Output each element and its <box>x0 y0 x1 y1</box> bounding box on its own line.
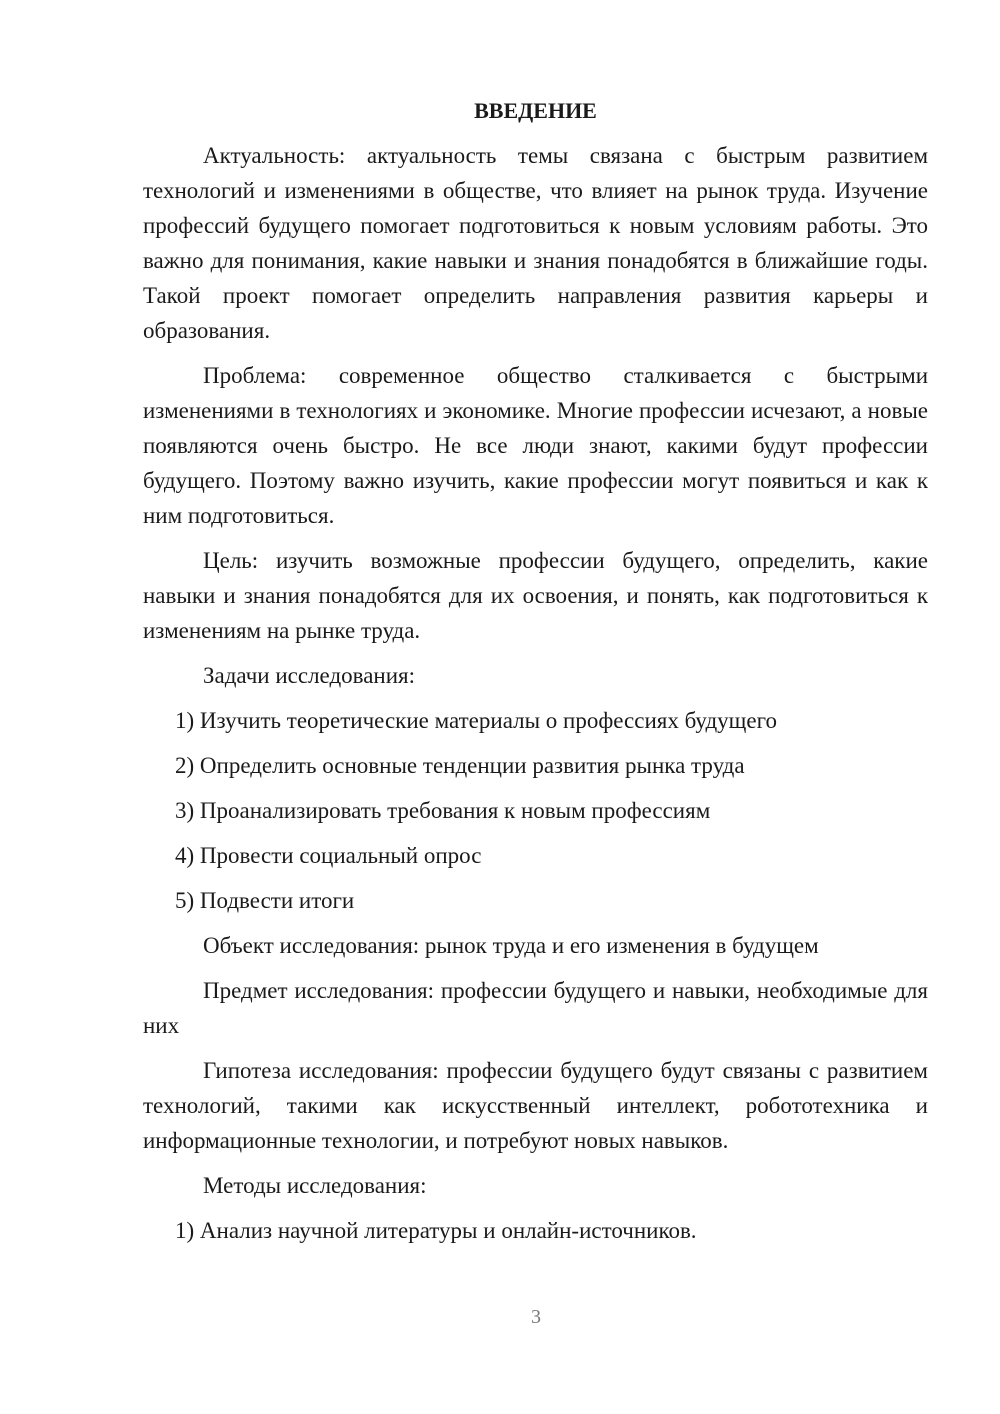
section-title: ВВЕДЕНИЕ <box>474 98 597 123</box>
list-item: 5) Подвести итоги <box>175 888 355 913</box>
list-item: 4) Провести социальный опрос <box>175 843 482 868</box>
methods-list <box>143 1213 928 1248</box>
list-item: 1) Изучить теоретические материалы о профессиях будущего <box>175 708 777 733</box>
hypothesis-paragraph: Гипотеза исследования: профессии будущего будут связаны с развитием технологий, такими как искусственный интеллект, робототехника и информационные технологии, и потребуют новых навыков. <box>143 1058 928 1153</box>
object-paragraph: Объект исследования: рынок труда и его изменения в будущем <box>203 933 819 958</box>
goal-paragraph: Цель: изучить возможные профессии будущего, определить, какие навыки и знания понадобятся для их освоения, и понять, как подготовиться к изменениям на рынке труда. <box>143 548 928 643</box>
page-content <box>143 96 928 1258</box>
list-item: 3) Проанализировать требования к новым профессиям <box>175 798 711 823</box>
page-number: 3 <box>531 1306 541 1328</box>
tasks-list <box>143 703 928 918</box>
tasks-heading: Задачи исследования: <box>203 663 416 688</box>
problem-paragraph: Проблема: современное общество сталкивается с быстрыми изменениями в технологиях и экономике. Многие профессии исчезают, а новые появляются очень быстро. Не все люди знают, какими будут профессии будущего. Поэтому важно изучить, какие профессии могут появиться и как к ним подготовиться. <box>143 363 928 528</box>
methods-heading: Методы исследования: <box>203 1173 427 1198</box>
list-item: 1) Анализ научной литературы и онлайн-источников. <box>175 1218 697 1243</box>
subject-paragraph: Предмет исследования: профессии будущего и навыки, необходимые для них <box>143 978 928 1038</box>
list-item: 2) Определить основные тенденции развития рынка труда <box>175 753 745 778</box>
relevance-paragraph: Актуальность: актуальность темы связана с быстрым развитием технологий и изменениями в обществе, что влияет на рынок труда. Изучение профессий будущего помогает подготовиться к новым условиям работы. Это важно для понимания, какие навыки и знания понадобятся в ближайшие годы. Такой проект помогает определить направления развития карьеры и образования. <box>143 143 928 343</box>
